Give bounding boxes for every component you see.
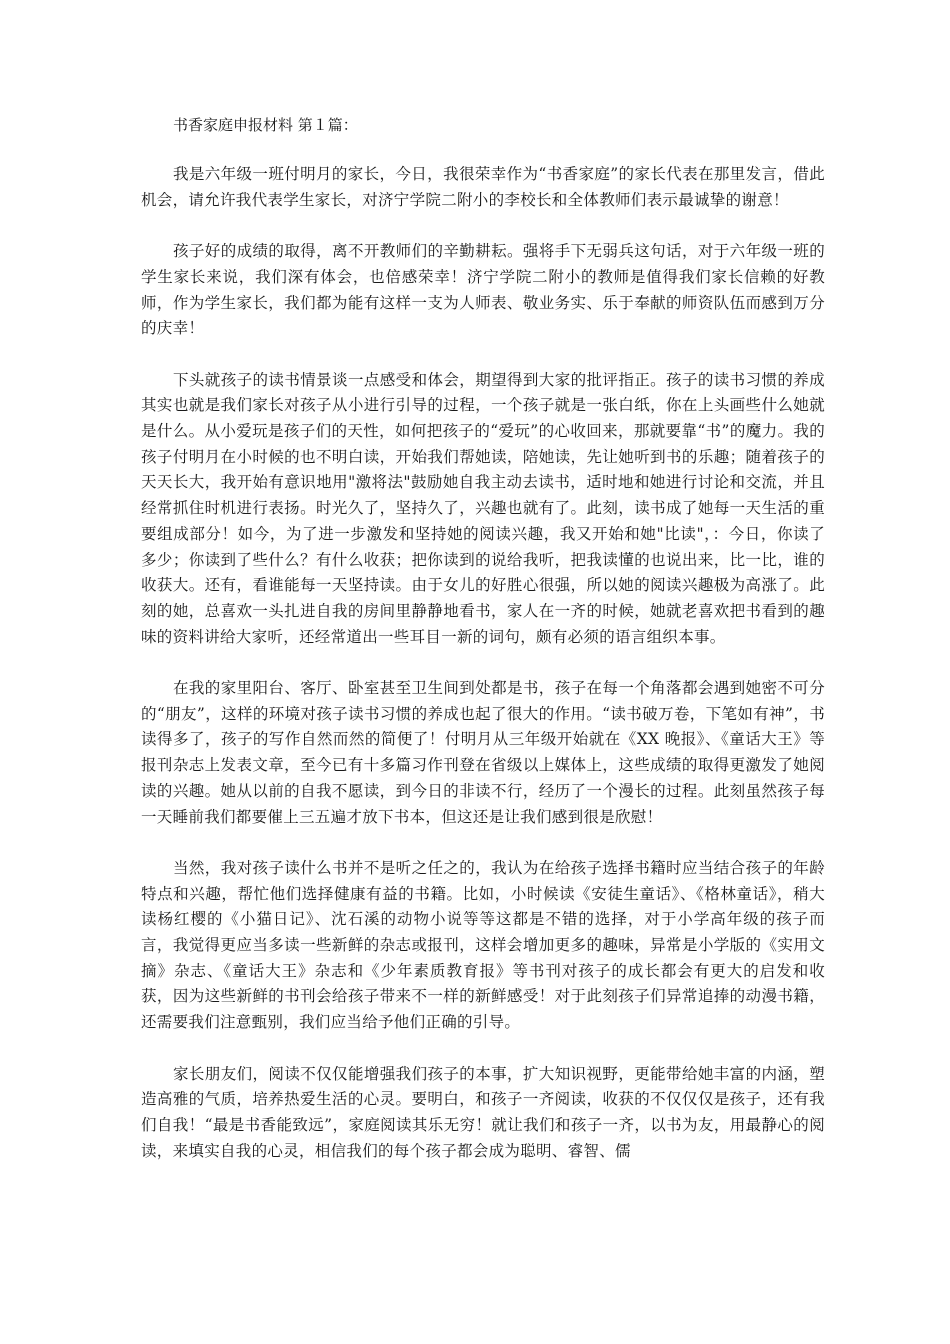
paragraph-3: 下头就孩子的读书情景谈一点感受和体会，期望得到大家的批评指正。孩子的读书习惯的养成其实也就是我们家长对孩子从小进行引导的过程，一个孩子就是一张白纸，你在上头画些什么她就是什么。从小爱玩是孩子们的天性，如何把孩子的“爱玩”的心收回来，那就要靠“书”的魔力。我的孩子付明月在小时候的也不明白读，开始我们帮她读，陪她读，先让她听到书的乐趣；随着孩子的天天长大，我开始有意识地用"激将法"鼓励她自我主动去读书，适时地和她进行讨论和交流，并且经常抓住时机进行表扬。时光久了，坚持久了，兴趣也就有了。此刻，读书成了她每一天生活的重要组成部分！如今，为了进一步激发和坚持她的阅读兴趣，我又开始和她"比读"，：今日，你读了多少；你读到了些什么？有什么收获；把你读到的说给我听，把我读懂的也说出来，比一比，谁的收获大。还有，看谁能每一天坚持读。由于女儿的好胜心很强，所以她的阅读兴趣极为高涨了。此刻的她，总喜欢一头扎进自我的房间里静静地看书，家人在一齐的时候，她就老喜欢把书看到的趣味的资料讲给大家听，还经常道出一些耳目一新的词句，颇有必须的语言组织本事。 <box>141 370 825 646</box>
paragraph-4: 在我的家里阳台、客厅、卧室甚至卫生间到处都是书，孩子在每一个角落都会遇到她密不可分的“朋友”，这样的环境对孩子读书习惯的养成也起了很大的作用。“读书破万卷，下笔如有神”，书读得多了，孩子的写作自然而然的简便了！付明月从三年级开始就在《XX 晚报》、《童话大王》等报刊杂志上发表文章，至今已有十多篇习作刊登在省级以上媒体上，这些成绩的取得更激发了她阅读的兴趣。她从以前的自我不愿读，到今日的非读不行，经历了一个漫长的过程。此刻虽然孩子每一天睡前我们都要催上三五遍才放下书本，但这还是让我们感到很是欣慰！ <box>141 679 825 826</box>
paragraph-6: 家长朋友们，阅读不仅仅能增强我们孩子的本事，扩大知识视野，更能带给她丰富的内涵，塑造高雅的气质，培养热爱生活的心灵。要明白，和孩子一齐阅读，收获的不仅仅仅是孩子，还有我们自我！“最是书香能致远”，家庭阅读其乐无穷！就让我们和孩子一齐，以书为友，用最静心的阅读，来填实自我的心灵，相信我们的每个孩子都会成为聪明、睿智、儒 <box>141 1064 825 1160</box>
paragraph-2: 孩子好的成绩的取得，离不开教师们的辛勤耕耘。强将手下无弱兵这句话，对于六年级一班的学生家长来说，我们深有体会，也倍感荣幸！济宁学院二附小的教师是值得我们家长信赖的好教师，作为学生家长，我们都为能有这样一支为人师表、敬业务实、乐于奉献的师资队伍而感到万分的庆幸！ <box>141 242 825 338</box>
paragraph-5: 当然，我对孩子读什么书并不是听之任之的，我认为在给孩子选择书籍时应当结合孩子的年龄特点和兴趣，帮忙他们选择健康有益的书籍。比如，小时候读《安徒生童话》、《格林童话》，稍大读杨红樱的《小猫日记》、沈石溪的动物小说等等这都是不错的选择，对于小学高年级的孩子而言，我觉得更应当多读一些新鲜的杂志或报刊，这样会增加更多的趣味，异常是小学版的《实用文摘》杂志、《童话大王》杂志和《少年素质教育报》等书刊对孩子的成长都会有更大的启发和收获，因为这些新鲜的书刊会给孩子带来不一样的新鲜感受！对于此刻孩子们异常追捧的动漫书籍，还需要我们注意甄别，我们应当给予他们正确的引导。 <box>141 858 825 1032</box>
document-body <box>141 162 825 1190</box>
document-title: 书香家庭申报材料 第１篇： <box>173 116 358 134</box>
paragraph-1: 我是六年级一班付明月的家长，今日，我很荣幸作为“书香家庭”的家长代表在那里发言，借此机会，请允许我代表学生家长，对济宁学院二附小的李校长和全体教师们表示最诚挚的谢意！ <box>141 165 825 209</box>
